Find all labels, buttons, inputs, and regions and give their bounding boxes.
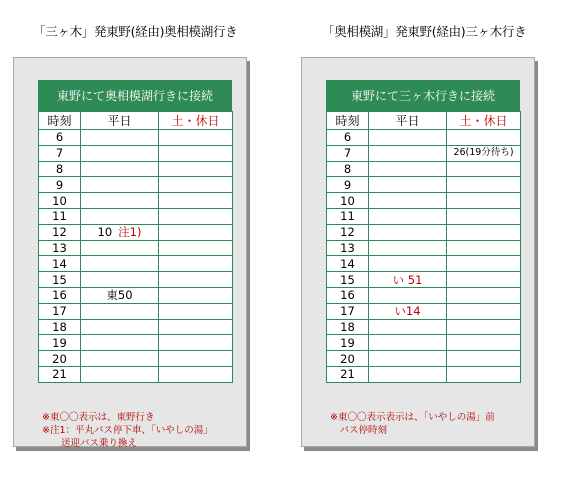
holiday-cell [159,366,233,382]
table-row [327,272,521,288]
hour-cell: 17 [39,303,81,319]
holiday-cell [447,256,521,272]
table-row [39,161,233,177]
hour-cell: 12 [39,224,81,240]
weekday-cell [81,256,159,272]
holiday-cell [447,240,521,256]
weekday-cell [81,224,159,240]
table-row [39,319,233,335]
weekday-minute: 東50 [106,288,133,303]
left-timetable-card [13,57,247,447]
hour-cell: 20 [327,351,369,367]
weekday-cell [81,272,159,288]
weekday-cell [369,366,447,382]
hour-cell: 9 [327,177,369,193]
table-row [327,208,521,224]
hour-cell: 16 [39,287,81,303]
weekday-cell [369,287,447,303]
table-row [327,193,521,209]
table-row [327,287,521,303]
hour-cell: 15 [39,272,81,288]
table-row [39,287,233,303]
table-row [327,177,521,193]
weekday-cell [369,303,447,319]
left-notes [42,411,213,450]
holiday-cell [447,193,521,209]
hour-cell: 14 [39,256,81,272]
holiday-cell [447,351,521,367]
table-row [39,224,233,240]
holiday-cell [447,366,521,382]
weekday-cell [369,177,447,193]
weekday-minute: い14 [394,304,421,319]
weekday-cell [81,161,159,177]
hour-cell: 11 [39,208,81,224]
holiday-cell [447,177,521,193]
holiday-cell [159,145,233,161]
hour-cell: 8 [327,161,369,177]
right-timetable-card [301,57,535,447]
hour-cell: 6 [327,130,369,146]
right-timetable [326,111,521,383]
hour-cell: 16 [327,287,369,303]
weekday-cell [81,366,159,382]
hour-cell: 10 [327,193,369,209]
holiday-cell [159,287,233,303]
weekday-cell [81,351,159,367]
holiday-cell [159,256,233,272]
weekday-cell [369,240,447,256]
hour-cell: 18 [39,319,81,335]
hour-cell: 19 [327,335,369,351]
weekday-cell [369,351,447,367]
hour-cell: 7 [327,145,369,161]
table-row [327,145,521,161]
hour-cell: 11 [327,208,369,224]
hour-cell: 15 [327,272,369,288]
holiday-cell: 26(19分待ち) [447,145,521,161]
weekday-minute: い 51 [392,272,423,287]
table-row [39,208,233,224]
right-timetable-title: 「奥相模湖」発東野(経由)三ヶ木行き [322,24,527,39]
weekday-cell [81,130,159,146]
table-row [39,193,233,209]
weekday-note: 注1) [118,225,142,240]
hour-cell: 21 [327,366,369,382]
table-row [327,161,521,177]
hour-cell: 7 [39,145,81,161]
column-header-weekday: 平日 [81,112,159,130]
holiday-cell [159,130,233,146]
note-line: 送迎バス乗り換え [42,438,138,449]
hour-cell: 21 [39,366,81,382]
weekday-cell [81,287,159,303]
table-row [327,130,521,146]
weekday-cell [81,145,159,161]
left-timetable-title: 「三ヶ木」発東野(経由)奥相模湖行き [33,24,238,39]
table-row [39,272,233,288]
holiday-cell [159,240,233,256]
holiday-cell [159,193,233,209]
right-notes [330,411,495,437]
holiday-cell [447,287,521,303]
weekday-cell [369,193,447,209]
holiday-cell [159,319,233,335]
table-row [327,240,521,256]
note-line: ※東〇〇表示表示は、「いやしの湯」前 [330,412,495,423]
hour-cell: 13 [327,240,369,256]
table-row [39,177,233,193]
table-row [39,335,233,351]
holiday-cell [159,303,233,319]
holiday-cell [159,177,233,193]
column-header-holiday: 土・休日 [447,112,521,130]
column-header-time: 時刻 [327,112,369,130]
holiday-cell [447,161,521,177]
holiday-cell [159,272,233,288]
note-line: バス停時刻 [330,425,388,436]
hour-cell: 8 [39,161,81,177]
weekday-cell [369,208,447,224]
weekday-cell [81,193,159,209]
weekday-cell [81,208,159,224]
holiday-cell [447,319,521,335]
left-table-header: 東野にて奥相模湖行きに接続 [38,80,232,111]
table-row [327,224,521,240]
hour-cell: 14 [327,256,369,272]
hour-cell: 18 [327,319,369,335]
weekday-cell [81,177,159,193]
holiday-cell [447,208,521,224]
holiday-cell [447,272,521,288]
table-row [39,303,233,319]
note-line: ※注1：平丸バス停下車、「いやしの湯」 [42,425,213,436]
hour-cell: 19 [39,335,81,351]
table-row [327,351,521,367]
weekday-minute: 10 [97,225,113,240]
weekday-cell [369,161,447,177]
table-row [39,256,233,272]
holiday-cell [447,303,521,319]
column-header-holiday: 土・休日 [159,112,233,130]
hour-cell: 20 [39,351,81,367]
holiday-cell [159,208,233,224]
weekday-cell [369,272,447,288]
column-header-time: 時刻 [39,112,81,130]
table-row [327,335,521,351]
holiday-cell [447,130,521,146]
table-row [39,240,233,256]
table-row [327,319,521,335]
table-row [39,351,233,367]
holiday-cell [159,224,233,240]
weekday-cell [369,256,447,272]
hour-cell: 12 [327,224,369,240]
left-timetable [38,111,233,383]
table-row [39,130,233,146]
table-row [327,256,521,272]
hour-cell: 10 [39,193,81,209]
holiday-cell [447,224,521,240]
holiday-cell [159,351,233,367]
holiday-cell [159,335,233,351]
weekday-cell [369,145,447,161]
weekday-cell [81,240,159,256]
holiday-cell [447,335,521,351]
hour-cell: 9 [39,177,81,193]
weekday-cell [369,335,447,351]
weekday-cell [369,224,447,240]
weekday-cell [81,303,159,319]
table-row [327,366,521,382]
note-line: ※東〇〇表示は、東野行き [42,412,155,423]
holiday-cell [159,161,233,177]
weekday-cell [369,130,447,146]
table-row [39,145,233,161]
weekday-cell [81,335,159,351]
hour-cell: 13 [39,240,81,256]
table-row [327,303,521,319]
table-row [39,366,233,382]
right-table-header: 東野にて三ヶ木行きに接続 [326,80,520,111]
hour-cell: 6 [39,130,81,146]
column-header-weekday: 平日 [369,112,447,130]
weekday-cell [81,319,159,335]
weekday-cell [369,319,447,335]
hour-cell: 17 [327,303,369,319]
